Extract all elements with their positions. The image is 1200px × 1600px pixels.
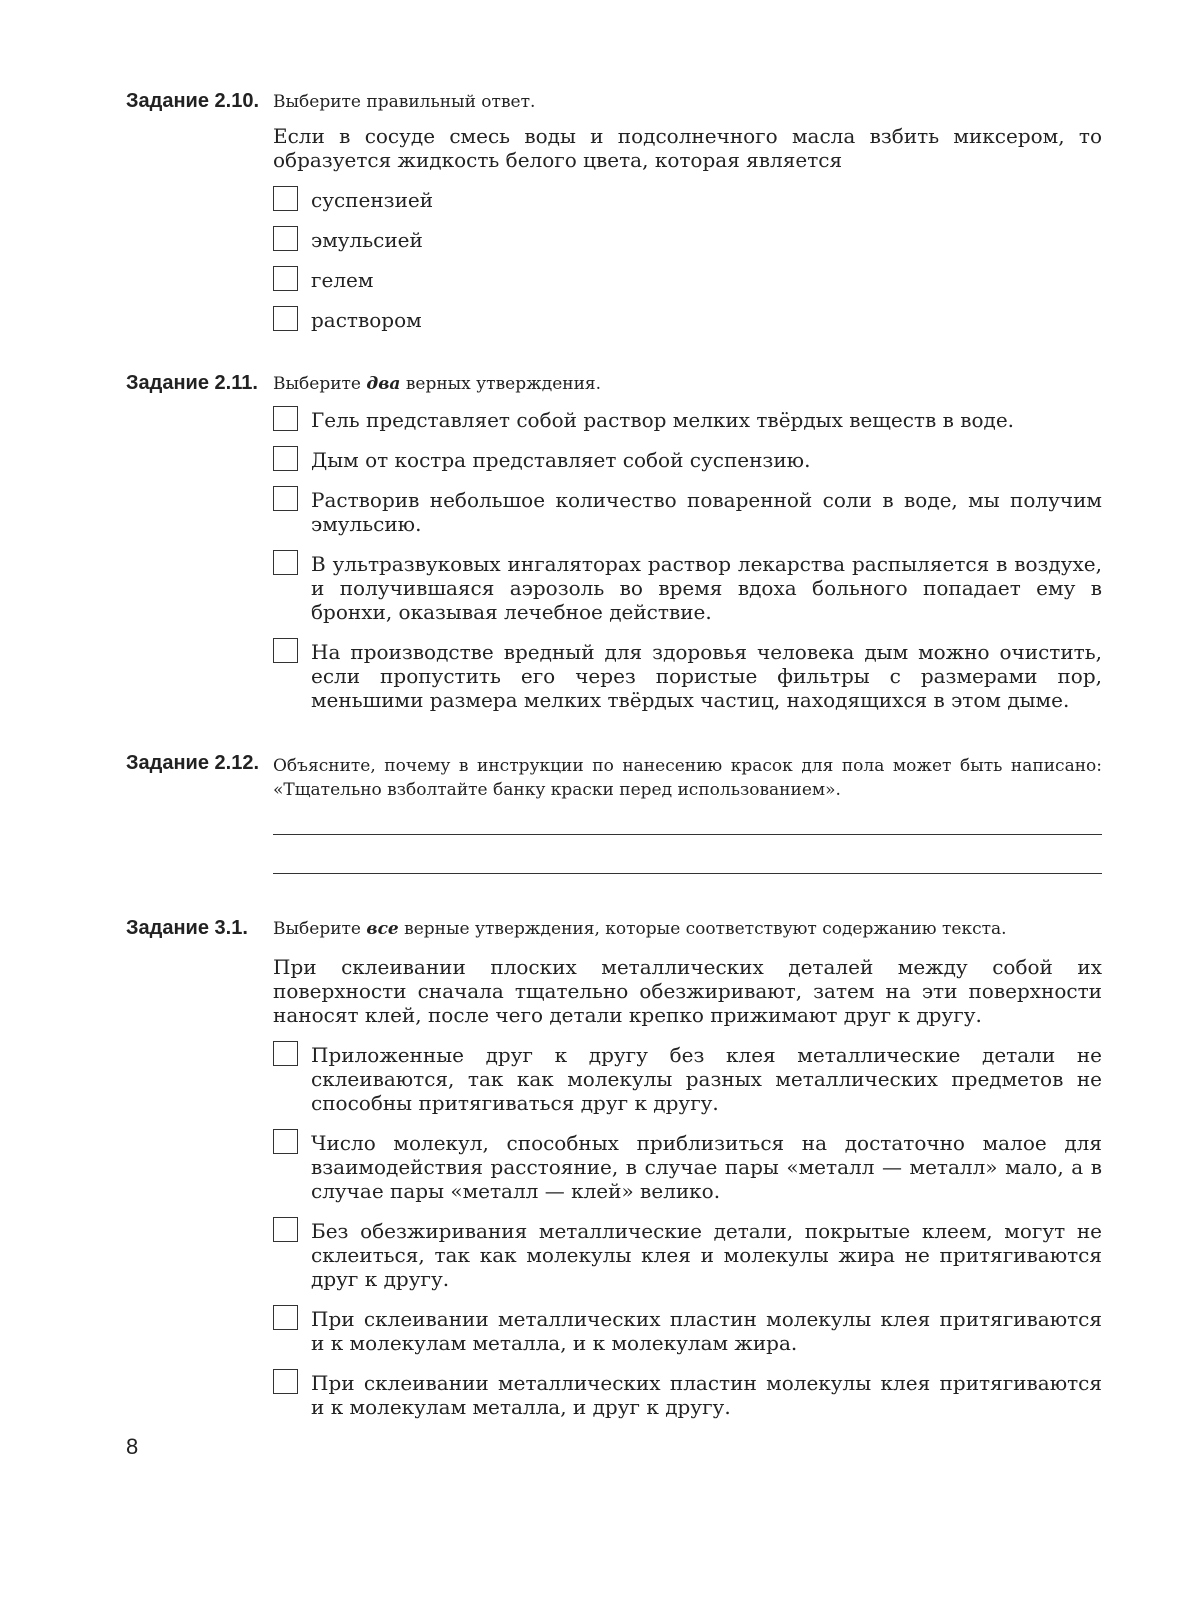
option-text: раствором bbox=[311, 308, 422, 332]
answer-checkbox[interactable] bbox=[273, 1129, 298, 1154]
option-text: При склеивании металлических пластин молекулы клея притягиваются и к молекулам металла, и друг к другу. bbox=[311, 1371, 1102, 1419]
task-3-1 bbox=[126, 917, 1102, 1419]
task-instruction: Выберите все верные утверждения, которые соответствуют содержанию текста. bbox=[273, 919, 1007, 939]
option-text: Число молекул, способных приблизиться на достаточно малое для взаимодействия расстояние, в случае пары «металл — металл» мало, а в случае пары «металл — клей» велико. bbox=[311, 1131, 1102, 1203]
answer-checkbox[interactable] bbox=[273, 186, 298, 211]
task-header bbox=[126, 372, 1102, 400]
answer-option[interactable] bbox=[273, 640, 1102, 712]
answer-option[interactable] bbox=[273, 1307, 1102, 1355]
answer-checkbox[interactable] bbox=[273, 406, 298, 431]
option-text: Гель представляет собой раствор мелких твёрдых веществ в воде. bbox=[311, 408, 1015, 432]
answer-option[interactable] bbox=[273, 448, 1102, 472]
option-text: В ультразвуковых ингаляторах раствор лекарства распыляется в воздухе, и получившаяся аэрозоль во время вдоха больного попадает ему в бронхи, оказывая лечебное действие. bbox=[311, 552, 1102, 624]
answer-checkbox[interactable] bbox=[273, 1217, 298, 1242]
task-header bbox=[126, 90, 1102, 118]
option-text: Приложенные друг к другу без клея металлические детали не склеиваются, так как молекулы разных металлических предметов не способны притягиваться друг к другу. bbox=[311, 1043, 1102, 1115]
option-text: гелем bbox=[311, 268, 374, 292]
option-text: На производстве вредный для здоровья человека дым можно очистить, если пропустить его через пористые фильтры с размерами пор, меньшими размера мелких твёрдых частиц, находящихся в этом дыме. bbox=[311, 640, 1102, 712]
task-instruction: Объясните, почему в инструкции по нанесению красок для пола может быть написано: «Тщательно взболтайте банку краски перед использованием». bbox=[273, 756, 1102, 800]
answer-option[interactable] bbox=[273, 188, 1102, 212]
option-text: эмульсией bbox=[311, 228, 423, 252]
task-label: Задание 2.11. bbox=[126, 372, 258, 394]
answer-checkbox[interactable] bbox=[273, 486, 298, 511]
answer-checkbox[interactable] bbox=[273, 306, 298, 331]
option-text: Дым от костра представляет собой суспензию. bbox=[311, 448, 811, 472]
task-instruction: Выберите два верных утверждения. bbox=[273, 374, 602, 394]
answer-option[interactable] bbox=[273, 1131, 1102, 1203]
emphasis-word: два bbox=[366, 374, 401, 394]
answer-checkbox[interactable] bbox=[273, 1041, 298, 1066]
answer-option[interactable] bbox=[273, 488, 1102, 536]
answer-line[interactable] bbox=[273, 834, 1102, 835]
option-text: суспензией bbox=[311, 188, 434, 212]
task-label: Задание 3.1. bbox=[126, 917, 248, 939]
task-label: Задание 2.10. bbox=[126, 90, 260, 112]
answer-option[interactable] bbox=[273, 228, 1102, 252]
task-2-12 bbox=[126, 752, 1102, 874]
answer-checkbox[interactable] bbox=[273, 1369, 298, 1394]
answer-checkbox[interactable] bbox=[273, 446, 298, 471]
task-header bbox=[126, 752, 1102, 802]
answer-option[interactable] bbox=[273, 1043, 1102, 1115]
answer-option[interactable] bbox=[273, 1219, 1102, 1291]
answer-checkbox[interactable] bbox=[273, 550, 298, 575]
task-2-11 bbox=[126, 372, 1102, 712]
answer-checkbox[interactable] bbox=[273, 266, 298, 291]
answer-option[interactable] bbox=[273, 1371, 1102, 1419]
answer-option[interactable] bbox=[273, 408, 1102, 432]
answer-option[interactable] bbox=[273, 308, 1102, 332]
task-header bbox=[126, 917, 1102, 945]
option-text: При склеивании металлических пластин молекулы клея притягиваются и к молекулам металла, и к молекулам жира. bbox=[311, 1307, 1102, 1355]
task-label: Задание 2.12. bbox=[126, 752, 260, 774]
option-text: Растворив небольшое количество поваренной соли в воде, мы получим эмульсию. bbox=[311, 488, 1102, 536]
task-2-10 bbox=[126, 90, 1102, 332]
answer-option[interactable] bbox=[273, 268, 1102, 292]
answer-option[interactable] bbox=[273, 552, 1102, 624]
answer-checkbox[interactable] bbox=[273, 1305, 298, 1330]
task-text: При склеивании плоских металлических деталей между собой их поверхности сначала тщательно обезжиривают, затем на эти поверхности наносят клей, после чего детали крепко прижимают друг к другу. bbox=[273, 955, 1102, 1027]
page-number: 8 bbox=[126, 1434, 139, 1459]
emphasis-word: все bbox=[366, 919, 399, 939]
task-instruction: Выберите правильный ответ. bbox=[273, 92, 536, 112]
option-text: Без обезжиривания металлические детали, покрытые клеем, могут не склеиться, так как молекулы клея и молекулы жира не притягиваются друг к другу. bbox=[311, 1219, 1102, 1291]
answer-checkbox[interactable] bbox=[273, 638, 298, 663]
answer-checkbox[interactable] bbox=[273, 226, 298, 251]
task-text: Если в сосуде смесь воды и подсолнечного масла взбить миксером, то образуется жидкость белого цвета, которая является bbox=[273, 124, 1102, 172]
answer-line[interactable] bbox=[273, 873, 1102, 874]
